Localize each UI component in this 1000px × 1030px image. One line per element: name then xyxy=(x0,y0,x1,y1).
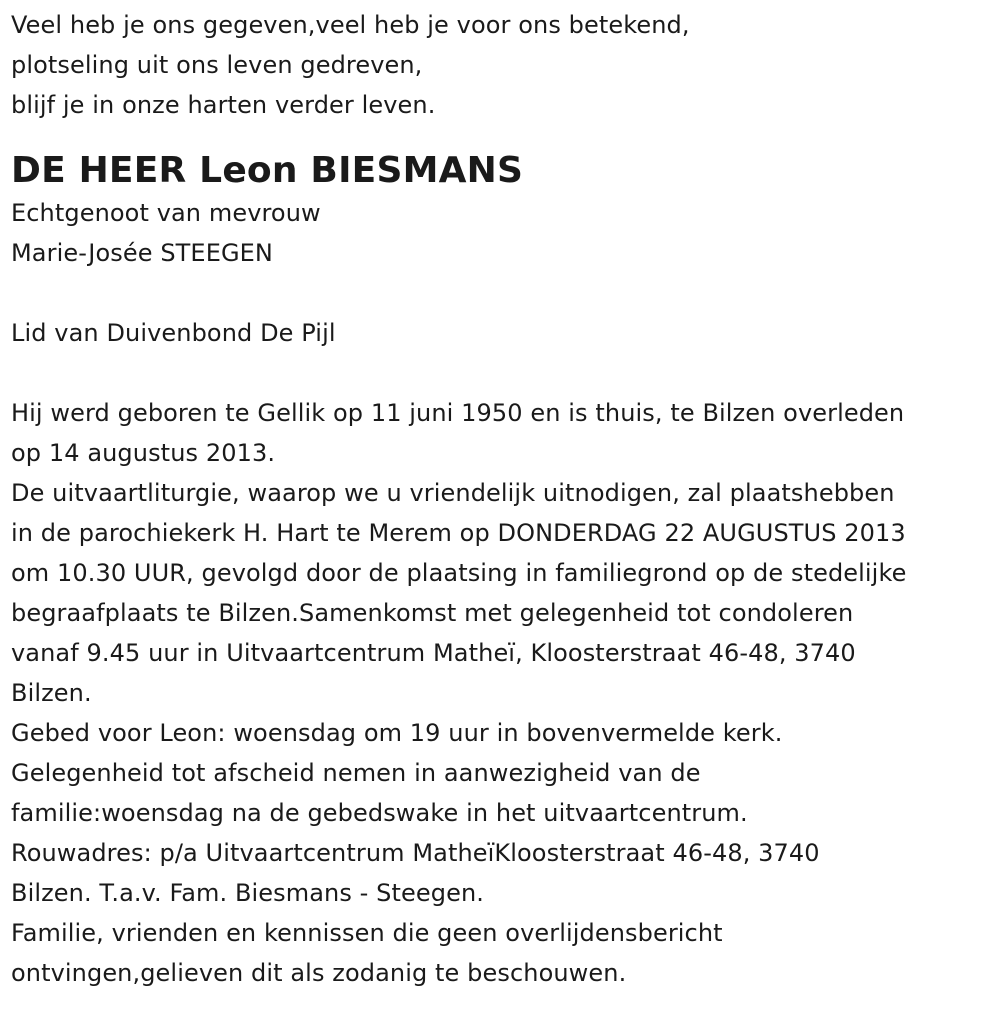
verse-line: Veel heb je ons gegeven,veel heb je voor ons betekend, xyxy=(11,11,690,39)
membership-line: Lid van Duivenbond De Pijl xyxy=(11,319,336,347)
spacer xyxy=(11,273,996,313)
details-line: vanaf 9.45 uur in Uitvaartcentrum Matheï, Kloosterstraat 46-48, 3740 xyxy=(11,639,856,667)
details-line: Bilzen. xyxy=(11,679,92,707)
details-line: op 14 augustus 2013. xyxy=(11,439,276,467)
details-line: in de parochiekerk H. Hart te Merem op DONDERDAG 22 AUGUSTUS 2013 xyxy=(11,519,906,547)
details-line: Bilzen. T.a.v. Fam. Biesmans - Steegen. xyxy=(11,879,484,907)
funeral-details xyxy=(11,393,996,993)
spouse-info xyxy=(11,193,996,273)
details-line: Rouwadres: p/a Uitvaartcentrum MatheïKloosterstraat 46-48, 3740 xyxy=(11,839,820,867)
memorial-verse xyxy=(11,5,996,125)
obituary-notice xyxy=(11,5,996,993)
details-line: De uitvaartliturgie, waarop we u vriendelijk uitnodigen, zal plaatshebben xyxy=(11,479,895,507)
spouse-name: Marie-Josée STEEGEN xyxy=(11,239,273,267)
details-line: Gelegenheid tot afscheid nemen in aanwezigheid van de xyxy=(11,759,701,787)
deceased-name: DE HEER Leon BIESMANS xyxy=(11,150,524,191)
spacer xyxy=(11,353,996,393)
verse-line: plotseling uit ons leven gedreven, xyxy=(11,51,423,79)
details-line: ontvingen,gelieven dit als zodanig te beschouwen. xyxy=(11,959,627,987)
details-line: Hij werd geboren te Gellik op 11 juni 1950 en is thuis, te Bilzen overleden xyxy=(11,399,905,427)
details-line: Familie, vrienden en kennissen die geen overlijdensbericht xyxy=(11,919,723,947)
verse-line: blijf je in onze harten verder leven. xyxy=(11,91,436,119)
details-line: om 10.30 UUR, gevolgd door de plaatsing in familiegrond op de stedelijke xyxy=(11,559,907,587)
spouse-line: Echtgenoot van mevrouw xyxy=(11,199,321,227)
details-line: Gebed voor Leon: woensdag om 19 uur in bovenvermelde kerk. xyxy=(11,719,783,747)
details-line: begraafplaats te Bilzen.Samenkomst met gelegenheid tot condoleren xyxy=(11,599,854,627)
details-line: familie:woensdag na de gebedswake in het uitvaartcentrum. xyxy=(11,799,748,827)
